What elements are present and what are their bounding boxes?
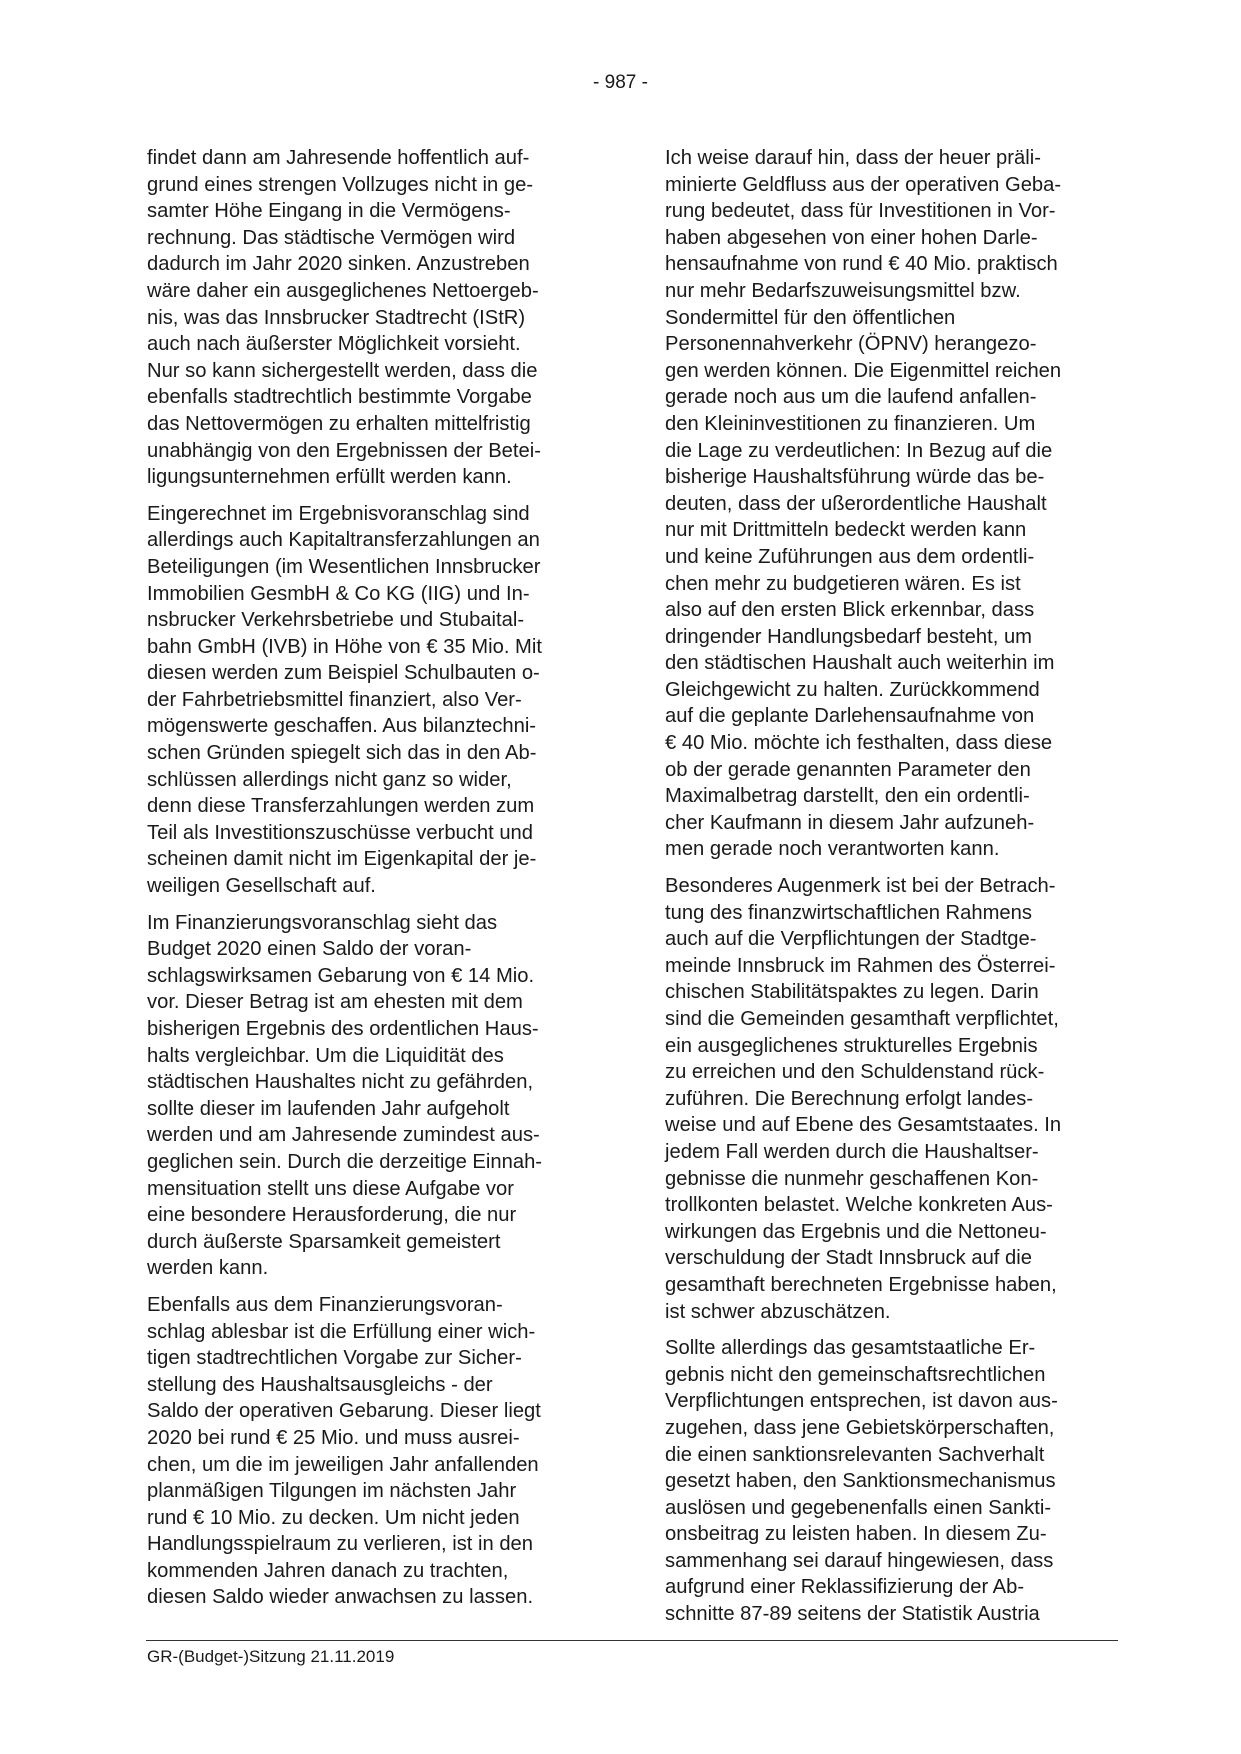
paragraph (147, 501, 607, 900)
text-line: gen werden können. Die Eigenmittel reichen (665, 359, 1062, 382)
text-line: das Nettovermögen zu erhalten mittelfristig (147, 412, 531, 435)
paragraph (665, 1335, 1127, 1628)
text-line: tigen stadtrechtlichen Vorgabe zur Sicher- (147, 1347, 522, 1370)
text-line: geglichen sein. Durch die derzeitige Einnah- (147, 1150, 543, 1173)
text-line: meinde Innsbruck im Rahmen des Österrei- (665, 954, 1056, 977)
text-line: ist schwer abzuschätzen. (665, 1300, 891, 1323)
text-line: bahn GmbH (IVB) in Höhe von € 35 Mio. Mit (147, 635, 542, 658)
text-line: halts vergleichbar. Um die Liquidität des (147, 1044, 504, 1067)
text-line: durch äußerste Sparsamkeit gemeistert (147, 1230, 501, 1253)
text-line: auf die geplante Darlehensaufnahme von (665, 705, 1035, 728)
text-line: grund eines strengen Vollzuges nicht in ge- (147, 173, 534, 196)
text-line: chen, um die im jeweiligen Jahr anfallenden (147, 1453, 539, 1476)
text-line: minierte Geldfluss aus der operativen Geba- (665, 173, 1062, 196)
left-column (147, 145, 607, 1621)
text-line: deuten, dass der ußerordentliche Haushalt (665, 492, 1047, 515)
text-line: men gerade noch verantworten kann. (665, 838, 1000, 861)
text-line: sollte dieser im laufenden Jahr aufgeholt (147, 1097, 510, 1120)
text-line: chischen Stabilitätspaktes zu legen. Darin (665, 981, 1039, 1004)
text-line: dadurch im Jahr 2020 sinken. Anzustreben (147, 253, 530, 276)
paragraph (147, 1292, 607, 1611)
text-line: auslösen und gegebenenfalls einen Sankti- (665, 1496, 1052, 1519)
text-line: Sondermittel für den öffentlichen (665, 306, 956, 329)
text-line: sammenhang sei darauf hingewiesen, dass (665, 1549, 1054, 1572)
text-line: scheinen damit nicht im Eigenkapital der je- (147, 848, 537, 871)
text-line: Beteiligungen (im Wesentlichen Innsbrucker (147, 555, 541, 578)
text-line: hensaufnahme von rund € 40 Mio. praktisch (665, 253, 1058, 276)
page-number: - 987 - (593, 72, 648, 93)
text-line: Besonderes Augenmerk ist bei der Betrach- (665, 875, 1056, 898)
paragraph (665, 873, 1127, 1325)
text-line: gebnisse die nunmehr geschaffenen Kon- (665, 1167, 1039, 1190)
paragraph (147, 145, 607, 491)
text-line: € 40 Mio. möchte ich festhalten, dass diese (665, 732, 1053, 755)
footer-session-label: GR-(Budget-)Sitzung 21.11.2019 (147, 1647, 395, 1666)
text-line: tung des finanzwirtschaftlichen Rahmens (665, 901, 1032, 924)
text-line: vor. Dieser Betrag ist am ehesten mit dem (147, 991, 523, 1014)
text-line: Eingerechnet im Ergebnisvoranschlag sind (147, 502, 530, 525)
text-line: ein ausgeglichenes strukturelles Ergebnis (665, 1034, 1038, 1057)
text-line: den städtischen Haushalt auch weiterhin im (665, 652, 1055, 675)
text-line: aufgrund einer Reklassifizierung der Ab- (665, 1576, 1025, 1599)
text-line: mögenswerte geschaffen. Aus bilanztechni- (147, 715, 537, 738)
text-line: ligungsunternehmen erfüllt werden kann. (147, 466, 512, 489)
paragraph (665, 145, 1127, 863)
text-line: städtischen Haushaltes nicht zu gefährden, (147, 1071, 534, 1094)
text-line: gebnis nicht den gemeinschaftsrechtlichen (665, 1363, 1046, 1386)
text-line: Budget 2020 einen Saldo der voran- (147, 938, 472, 961)
text-line: stellung des Haushaltsausgleichs - der (147, 1373, 493, 1396)
text-line: schlüssen allerdings nicht ganz so wider, (147, 768, 512, 791)
text-line: sind die Gemeinden gesamthaft verpflichtet, (665, 1008, 1059, 1030)
text-line: die Lage zu verdeutlichen: In Bezug auf die (665, 439, 1053, 462)
text-line: Handlungsspielraum zu verlieren, ist in den (147, 1533, 534, 1556)
text-line: kommenden Jahren danach zu trachten, (147, 1559, 509, 1582)
text-line: findet dann am Jahresende hoffentlich auf- (147, 147, 530, 169)
text-line: Personennahverkehr (ÖPNV) herangezo- (665, 333, 1037, 356)
text-line: zugehen, dass jene Gebietskörperschaften, (665, 1416, 1055, 1439)
text-line: auch auf die Verpflichtungen der Stadtge- (665, 928, 1037, 951)
text-line: Teil als Investitionszuschüsse verbucht und (147, 821, 534, 844)
text-line: gesetzt haben, den Sanktionsmechanismus (665, 1470, 1056, 1493)
text-line: den Kleininvestitionen zu finanzieren. Um (665, 412, 1036, 435)
text-line: schlagswirksamen Gebarung von € 14 Mio. (147, 964, 535, 987)
text-line: Verpflichtungen entsprechen, ist davon aus- (665, 1390, 1058, 1413)
text-line: mensituation stellt uns diese Aufgabe vor (147, 1177, 514, 1200)
text-line: Immobilien GesmbH & Co KG (IIG) und In- (147, 582, 530, 605)
text-line: haben abgesehen von einer hohen Darle- (665, 226, 1038, 249)
text-line: Maximalbetrag darstellt, den ein ordentli- (665, 785, 1030, 808)
text-line: schnitte 87-89 seitens der Statistik Austria (665, 1603, 1040, 1626)
text-line: denn diese Transferzahlungen werden zum (147, 795, 535, 818)
text-line: wirkungen das Ergebnis und die Nettoneu- (665, 1220, 1047, 1243)
text-line: der Fahrbetriebsmittel finanziert, also Ver- (147, 688, 522, 711)
text-line: Im Finanzierungsvoranschlag sieht das (147, 911, 498, 934)
text-line: nsbrucker Verkehrsbetriebe und Stubaital- (147, 609, 525, 632)
text-line: ebenfalls stadtrechtlich bestimmte Vorgabe (147, 386, 532, 409)
text-line: chen mehr zu budgetieren wären. Es ist (665, 572, 1021, 595)
text-line: rechnung. Das städtische Vermögen wird (147, 226, 516, 249)
text-line: und keine Zuführungen aus dem ordentli- (665, 545, 1035, 568)
text-line: Ebenfalls aus dem Finanzierungsvoran- (147, 1293, 503, 1316)
text-line: eine besondere Herausforderung, die nur (147, 1204, 517, 1227)
text-line: cher Kaufmann in diesem Jahr aufzuneh- (665, 811, 1035, 834)
text-line: gesamthaft berechneten Ergebnisse haben, (665, 1273, 1057, 1296)
text-line: die einen sanktionsrelevanten Sachverhalt (665, 1443, 1045, 1466)
text-line: also auf den ersten Blick erkennbar, dass (665, 599, 1035, 622)
text-line: auch nach äußerster Möglichkeit vorsieht. (147, 333, 521, 356)
text-line: ob der gerade genannten Parameter den (665, 758, 1031, 781)
text-line: Ich weise darauf hin, dass der heuer präli- (665, 147, 1041, 169)
text-line: onsbeitrag zu leisten haben. In diesem Zu- (665, 1523, 1047, 1546)
text-line: weiligen Gesellschaft auf. (147, 875, 376, 898)
text-line: diesen Saldo wieder anwachsen zu lassen. (147, 1586, 534, 1609)
text-line: zu erreichen und den Schuldenstand rück- (665, 1061, 1045, 1084)
text-line: verschuldung der Stadt Innsbruck auf die (665, 1247, 1032, 1270)
text-line: diesen werden zum Beispiel Schulbauten o- (147, 662, 540, 685)
text-line: zuführen. Die Berechnung erfolgt landes- (665, 1087, 1034, 1110)
text-line: nis, was das Innsbrucker Stadtrecht (IStR) (147, 306, 526, 329)
text-line: weise und auf Ebene des Gesamtstaates. In (665, 1114, 1062, 1137)
text-line: rung bedeutet, dass für Investitionen in Vor- (665, 200, 1056, 223)
text-line: bisherigen Ergebnis des ordentlichen Haus- (147, 1018, 539, 1040)
text-line: unabhängig von den Ergebnissen der Betei- (147, 439, 541, 462)
text-line: nur mehr Bedarfszuweisungsmittel bzw. (665, 279, 1021, 302)
text-line: nur mit Drittmitteln bedeckt werden kann (665, 519, 1027, 542)
text-line: 2020 bei rund € 25 Mio. und muss ausrei- (147, 1426, 520, 1449)
right-column (665, 145, 1127, 1638)
paragraph (147, 910, 607, 1282)
text-line: bisherige Haushaltsführung würde das be- (665, 466, 1045, 489)
text-line: planmäßigen Tilgungen im nächsten Jahr (147, 1480, 517, 1503)
text-line: jedem Fall werden durch die Haushaltser- (665, 1140, 1039, 1163)
text-line: Saldo der operativen Gebarung. Dieser liegt (147, 1400, 541, 1423)
footer-divider (146, 1640, 1118, 1641)
text-line: dringender Handlungsbedarf besteht, um (665, 625, 1032, 648)
text-line: rund € 10 Mio. zu decken. Um nicht jeden (147, 1506, 520, 1529)
text-line: wäre daher ein ausgeglichenes Nettoergeb- (147, 279, 539, 302)
text-line: werden und am Jahresende zumindest aus- (147, 1124, 540, 1147)
text-line: schen Gründen spiegelt sich das in den Ab- (147, 742, 537, 765)
text-line: Sollte allerdings das gesamtstaatliche Er- (665, 1337, 1036, 1360)
text-line: werden kann. (147, 1257, 269, 1280)
text-line: schlag ablesbar ist die Erfüllung einer wich- (147, 1320, 536, 1343)
text-line: gerade noch aus um die laufend anfallen- (665, 386, 1037, 409)
text-line: Gleichgewicht zu halten. Zurückkommend (665, 678, 1040, 701)
text-line: allerdings auch Kapitaltransferzahlungen an (147, 529, 540, 552)
text-line: trollkonten belastet. Welche konkreten Aus- (665, 1194, 1053, 1217)
text-line: samter Höhe Eingang in die Vermögens- (147, 200, 511, 223)
text-line: Nur so kann sichergestellt werden, dass die (147, 359, 538, 382)
